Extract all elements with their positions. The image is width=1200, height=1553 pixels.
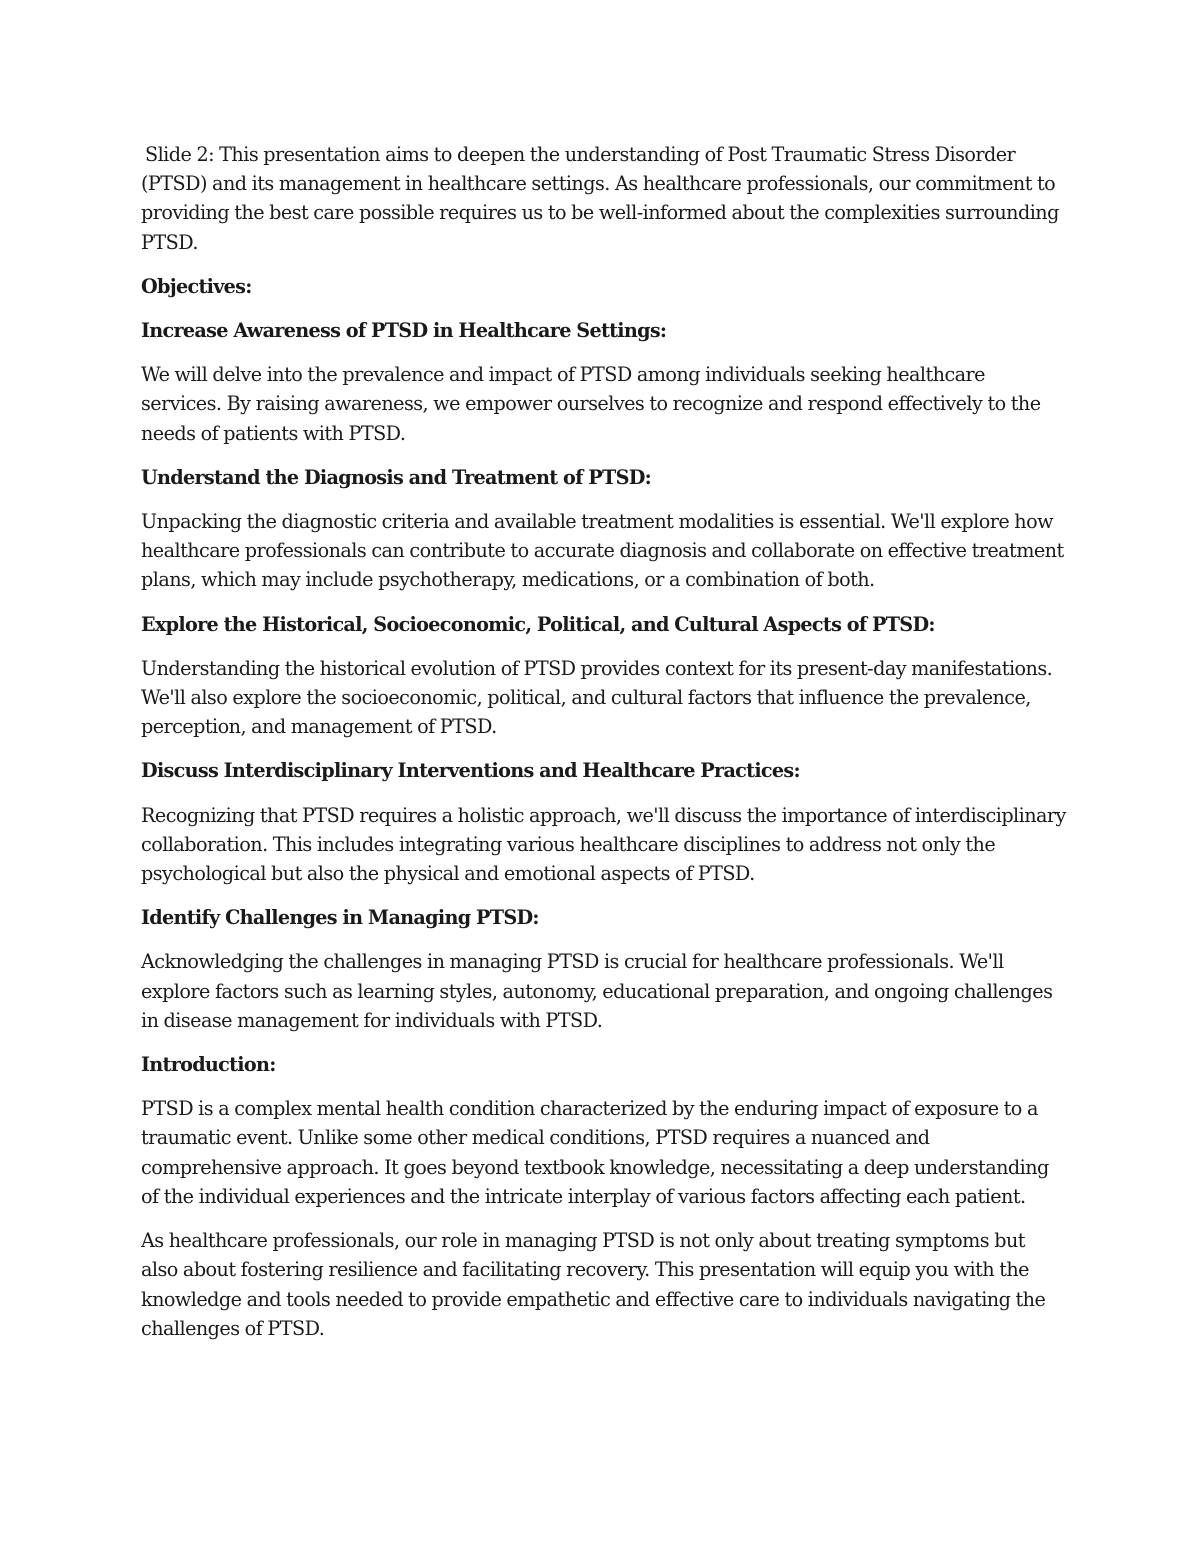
objectives-heading: Objectives: — [141, 274, 252, 298]
section-heading: Discuss Interdisciplinary Interventions and Healthcare Practices: — [141, 759, 800, 783]
section-heading: Identify Challenges in Managing PTSD: — [141, 906, 539, 930]
introduction-paragraph: As healthcare professionals, our role in managing PTSD is not only about treating symptoms but also about fostering resilience and facilitating recovery. This presentation will equip you with the knowledge and tools needed to provide empathetic and effective care to individuals navigating the challenges of PTSD. — [141, 1229, 1046, 1340]
introduction-heading: Introduction: — [141, 1053, 276, 1077]
section-heading: Explore the Historical, Socioeconomic, Political, and Cultural Aspects of PTSD: — [141, 612, 935, 636]
section-heading: Increase Awareness of PTSD in Healthcare Settings: — [141, 319, 667, 343]
section-paragraph: Understanding the historical evolution of PTSD provides context for its present-day manifestations. We'll also explore the socioeconomic, political, and cultural factors that influence the prevalence, perception, and management of PTSD. — [141, 656, 1053, 739]
introduction-paragraph: PTSD is a complex mental health condition characterized by the enduring impact of exposure to a traumatic event. Unlike some other medical conditions, PTSD requires a nuanced and comprehensive approach. It goes beyond textbook knowledge, necessitating a deep understanding of the individual experiences and the intricate interplay of various factors affecting each patient. — [141, 1097, 1049, 1208]
section-heading: Understand the Diagnosis and Treatment of PTSD: — [141, 465, 652, 489]
section-paragraph: Unpacking the diagnostic criteria and available treatment modalities is essential. We'll explore how healthcare professionals can contribute to accurate diagnosis and collaborate on effective treatment plans, which may include psychotherapy, medications, or a combination of both. — [141, 510, 1064, 592]
section-paragraph: We will delve into the prevalence and impact of PTSD among individuals seeking healthcare services. By raising awareness, we empower ourselves to recognize and respond effectively to the needs of patients with PTSD. — [141, 363, 1041, 445]
document-body — [141, 140, 1066, 1358]
section-paragraph: Recognizing that PTSD requires a holistic approach, we'll discuss the importance of interdisciplinary collaboration. This includes integrating various healthcare disciplines to address not only the psychological but also the physical and emotional aspects of PTSD. — [141, 803, 1066, 886]
intro-paragraph: Slide 2: This presentation aims to deepen the understanding of Post Traumatic Stress Disorder (PTSD) and its management in healthcare settings. As healthcare professionals, our commitment to providing the best care possible requires us to be well-informed about the complexities surrounding PTSD. — [141, 143, 1059, 254]
section-paragraph: Acknowledging the challenges in managing PTSD is crucial for healthcare professionals. We'll explore factors such as learning styles, autonomy, educational preparation, and ongoing challenges in disease management for individuals with PTSD. — [141, 950, 1053, 1032]
